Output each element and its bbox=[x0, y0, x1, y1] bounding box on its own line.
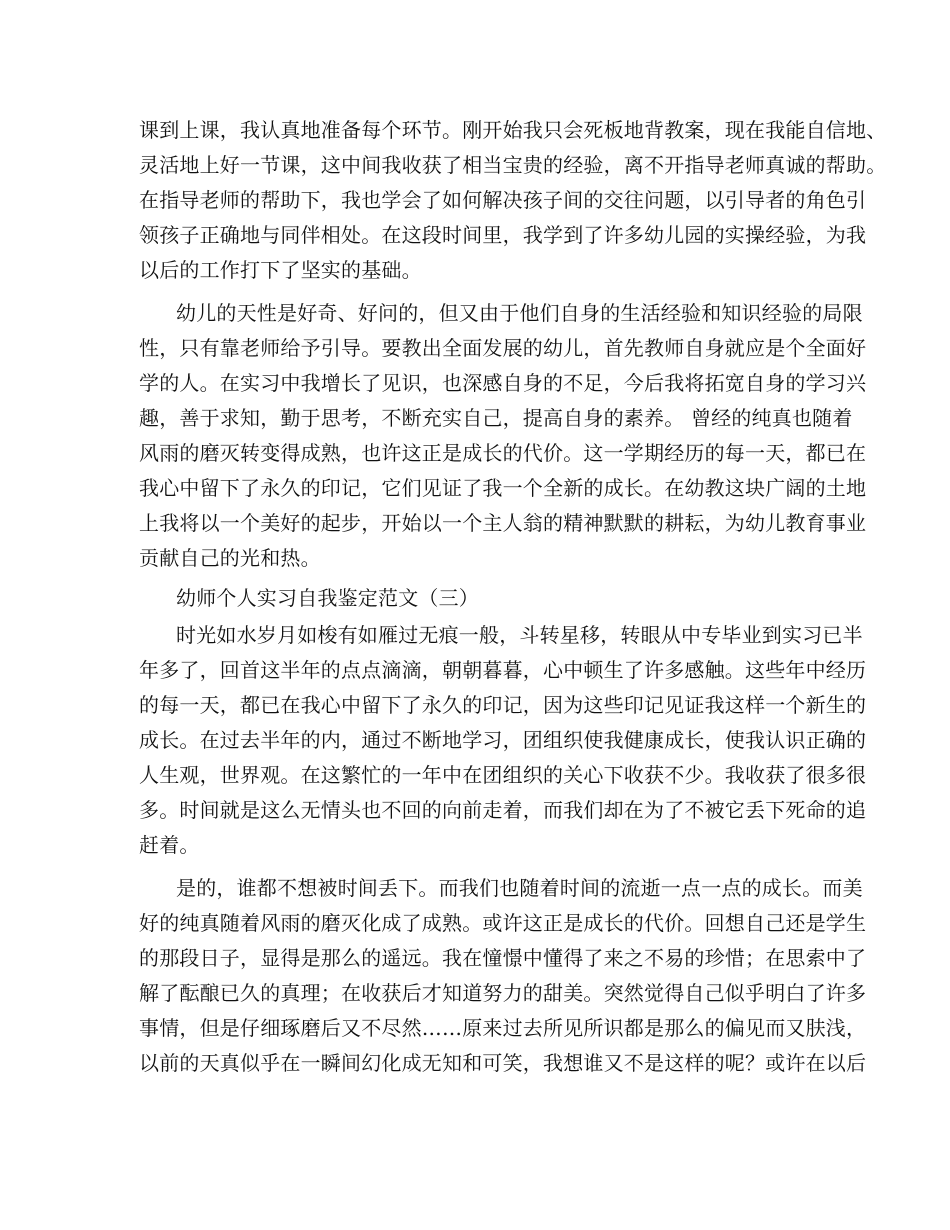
body-text-line: 成长。在过去半年的内，通过不断地学习，团组织使我健康成长，使我认识正确的 bbox=[139, 728, 867, 752]
body-text-line: 上我将以一个美好的起步，开始以一个主人翁的精神默默的耕耘，为幼儿教育事业 bbox=[139, 511, 867, 535]
body-text-line: 事情，但是仔细琢磨后又不尽然……原来过去所见所识都是那么的偏见而又肤浅， bbox=[139, 1016, 867, 1040]
body-text-line: 年多了，回首这半年的点点滴滴，朝朝暮暮，心中顿生了许多感触。这些年中经历 bbox=[139, 658, 867, 682]
body-text-line: 赶着。 bbox=[139, 833, 200, 857]
body-text-line: 领孩子正确地与同伴相处。在这段时间里，我学到了许多幼儿园的实操经验，为我 bbox=[139, 223, 867, 247]
section-heading: 幼师个人实习自我鉴定范文（三） bbox=[176, 586, 479, 610]
body-text-line: 的每一天，都已在我心中留下了永久的印记，因为这些印记见证我这样一个新生的 bbox=[139, 693, 867, 717]
body-text-line: 幼儿的天性是好奇、好问的，但又由于他们自身的生活经验和知识经验的局限 bbox=[176, 301, 863, 325]
body-text-line: 以后的工作打下了坚实的基础。 bbox=[139, 258, 422, 282]
body-text-line: 性，只有靠老师给予引导。要教出全面发展的幼儿，首先教师自身就应是个全面好 bbox=[139, 336, 867, 360]
body-text-line: 灵活地上好一节课，这中间我收获了相当宝贵的经验，离不开指导老师真诚的帮助。 bbox=[139, 153, 887, 177]
body-text-line: 的那段日子，显得是那么的遥远。我在憧憬中懂得了来之不易的珍惜；在思索中了 bbox=[139, 946, 867, 970]
body-text-line: 学的人。在实习中我增长了见识，也深感自身的不足，今后我将拓宽自身的学习兴 bbox=[139, 371, 867, 395]
body-text-line: 贡献自己的光和热。 bbox=[139, 546, 321, 570]
body-text-line: 趣，善于求知，勤于思考，不断充实自己，提高自身的素养。 曾经的纯真也随着 bbox=[139, 406, 853, 430]
body-text-line: 以前的天真似乎在一瞬间幻化成无知和可笑，我想谁又不是这样的呢？或许在以后 bbox=[139, 1051, 867, 1075]
body-text-line: 是的，谁都不想被时间丢下。而我们也随着时间的流逝一点一点的成长。而美 bbox=[176, 876, 863, 900]
body-text-line: 风雨的磨灭转变得成熟，也许这正是成长的代价。这一学期经历的每一天，都已在 bbox=[139, 441, 867, 465]
body-text-line: 我心中留下了永久的印记，它们见证了我一个全新的成长。在幼教这块广阔的土地 bbox=[139, 476, 867, 500]
body-text-line: 解了酝酿已久的真理；在收获后才知道努力的甜美。突然觉得自己似乎明白了许多 bbox=[139, 981, 867, 1005]
body-text-line: 在指导老师的帮助下，我也学会了如何解决孩子间的交往问题，以引导者的角色引 bbox=[139, 188, 867, 212]
body-text-line: 好的纯真随着风雨的磨灭化成了成熟。或许这正是成长的代价。回想自己还是学生 bbox=[139, 911, 867, 935]
body-text-line: 课到上课，我认真地准备每个环节。刚开始我只会死板地背教案，现在我能自信地、 bbox=[139, 118, 887, 142]
body-text-line: 人生观，世界观。在这繁忙的一年中在团组织的关心下收获不少。我收获了很多很 bbox=[139, 763, 867, 787]
body-text-line: 时光如水岁月如梭有如雁过无痕一般，斗转星移，转眼从中专毕业到实习已半 bbox=[176, 623, 863, 647]
body-text-line: 多。时间就是这么无情头也不回的向前走着，而我们却在为了不被它丢下死命的追 bbox=[139, 798, 867, 822]
